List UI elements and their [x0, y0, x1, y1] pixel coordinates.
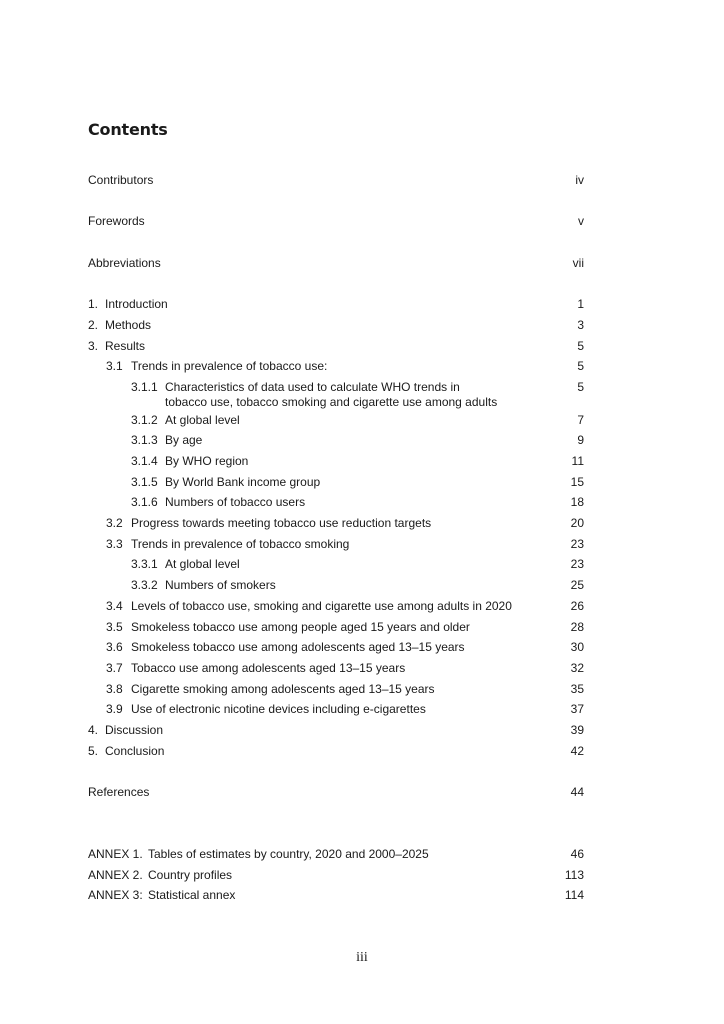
- toc-entry-number: 3.1.4: [131, 454, 158, 468]
- toc-entry-number: 5.: [88, 744, 99, 758]
- toc-entry-annex-3[interactable]: [88, 888, 584, 903]
- toc-entry-text: Tobacco use among adolescents aged 13–15 years: [131, 661, 406, 675]
- toc-entry-abbreviations[interactable]: [88, 256, 584, 271]
- toc-entry-page: 46: [570, 847, 584, 861]
- toc-entry-text: Smokeless tobacco use among adolescents aged 13–15 years: [131, 640, 465, 654]
- toc-entry-3-1-3[interactable]: [131, 433, 584, 448]
- toc-entry-page: 42: [570, 744, 584, 758]
- toc-entry-page: 18: [570, 495, 584, 509]
- toc-entry-page: 23: [570, 557, 584, 571]
- toc-entry-text: By World Bank income group: [165, 475, 321, 489]
- toc-entry-page: 37: [570, 702, 584, 716]
- toc-entry-3-1[interactable]: [106, 359, 584, 374]
- toc-entry-page: 26: [570, 599, 584, 613]
- toc-entry-number: ANNEX 3:: [88, 888, 143, 902]
- toc-entry-page: 39: [570, 723, 584, 737]
- toc-entry-methods[interactable]: [88, 318, 584, 333]
- toc-entry-number: 3.3.2: [131, 578, 158, 592]
- toc-entry-number: 3.1.2: [131, 413, 158, 427]
- toc-entry-page: 35: [570, 682, 584, 696]
- toc-entry-number: 3.7: [106, 661, 123, 675]
- toc-entry-introduction[interactable]: [88, 297, 584, 312]
- toc-entry-number: 1.: [88, 297, 99, 311]
- toc-entry-annex-2[interactable]: [88, 868, 584, 883]
- toc-entry-number: 3.5: [106, 620, 123, 634]
- toc-entry-number: 3.9: [106, 702, 123, 716]
- toc-entry-number: 4.: [88, 723, 99, 737]
- toc-entry-page: 113: [564, 868, 584, 882]
- toc-entry-page: 9: [577, 433, 584, 447]
- toc-entry-text: Introduction: [105, 297, 168, 311]
- toc-entry-text: Results: [105, 339, 146, 353]
- toc-entry-text: By age: [165, 433, 203, 447]
- toc-entry-number: ANNEX 1.: [88, 847, 143, 861]
- toc-entry-3-3[interactable]: [106, 537, 584, 552]
- toc-entry-page: 32: [570, 661, 584, 675]
- toc-entry-page: 44: [570, 785, 584, 799]
- toc-entry-text: Trends in prevalence of tobacco smoking: [131, 537, 350, 551]
- toc-entry-text: Progress towards meeting tobacco use reduction targets: [131, 516, 432, 530]
- toc-entry-page: 3: [577, 318, 584, 332]
- toc-entry-text: Levels of tobacco use, smoking and cigarette use among adults in 2020: [131, 599, 512, 613]
- toc-entry-page: 5: [577, 380, 584, 394]
- toc-entry-number: 3.: [88, 339, 99, 353]
- toc-entry-number: 3.3.1: [131, 557, 158, 571]
- toc-entry-page: 1: [577, 297, 584, 311]
- toc-entry-text: Numbers of smokers: [165, 578, 276, 592]
- toc-entry-text: Country profiles: [148, 868, 233, 882]
- toc-entry-number: 3.6: [106, 640, 123, 654]
- toc-entry-contributors[interactable]: [88, 173, 584, 188]
- toc-entry-page: 20: [570, 516, 584, 530]
- toc-entry-page: vii: [572, 256, 584, 270]
- toc-entry-3-9[interactable]: [106, 702, 584, 717]
- toc-entry-text: Cigarette smoking among adolescents aged 13–15 years: [131, 682, 435, 696]
- toc-entry-number: 3.1.1: [131, 380, 158, 394]
- toc-entry-page: 25: [570, 578, 584, 592]
- toc-entry-number: 3.1.6: [131, 495, 158, 509]
- toc-entry-references[interactable]: [88, 785, 584, 800]
- toc-entry-number: 3.1: [106, 359, 123, 373]
- toc-entry-text: Numbers of tobacco users: [165, 495, 306, 509]
- toc-entry-forewords[interactable]: [88, 214, 584, 229]
- toc-entry-text: Forewords: [88, 214, 145, 228]
- toc-entry-text: Trends in prevalence of tobacco use:: [131, 359, 328, 373]
- toc-entry-3-1-4[interactable]: [131, 454, 584, 469]
- toc-entry-page: 5: [577, 359, 584, 373]
- toc-entry-number: 3.2: [106, 516, 123, 530]
- toc-entry-3-1-1[interactable]: [131, 380, 584, 410]
- toc-entry-number: 3.8: [106, 682, 123, 696]
- toc-entry-3-3-2[interactable]: [131, 578, 584, 593]
- toc-entry-conclusion[interactable]: [88, 744, 584, 759]
- toc-entry-3-3-1[interactable]: [131, 557, 584, 572]
- toc-entry-3-7[interactable]: [106, 661, 584, 676]
- toc-entry-page: 11: [571, 454, 584, 468]
- toc-entry-number: 3.3: [106, 537, 123, 551]
- toc-entry-number: 3.1.5: [131, 475, 158, 489]
- toc-entry-page: 23: [570, 537, 584, 551]
- toc-entry-text: By WHO region: [165, 454, 249, 468]
- toc-entry-3-4[interactable]: [106, 599, 584, 614]
- toc-entry-number: ANNEX 2.: [88, 868, 143, 882]
- toc-entry-text: Contributors: [88, 173, 154, 187]
- toc-entry-text: Smokeless tobacco use among people aged 15 years and older: [131, 620, 470, 634]
- page-title: Contents: [88, 120, 168, 139]
- toc-entry-text: Characteristics of data used to calculate WHO trends in tobacco use, tobacco smoking and cigarette use among adults: [165, 380, 498, 409]
- toc-entry-page: 15: [570, 475, 584, 489]
- toc-entry-text: Conclusion: [105, 744, 165, 758]
- toc-entry-discussion[interactable]: [88, 723, 584, 738]
- toc-entry-number: 3.1.3: [131, 433, 158, 447]
- toc-entry-text: Discussion: [105, 723, 164, 737]
- toc-entry-page: iv: [575, 173, 584, 187]
- toc-entry-text: Tables of estimates by country, 2020 and 2000–2025: [148, 847, 429, 861]
- toc-entry-page: 5: [577, 339, 584, 353]
- toc-entry-3-1-5[interactable]: [131, 475, 584, 490]
- toc-entry-number: 3.4: [106, 599, 123, 613]
- toc-entry-text: At global level: [165, 557, 240, 571]
- toc-entry-text: Use of electronic nicotine devices including e-cigarettes: [131, 702, 426, 716]
- page-number: iii: [356, 950, 368, 965]
- toc-entry-3-1-2[interactable]: [131, 413, 584, 428]
- toc-entry-3-8[interactable]: [106, 682, 584, 697]
- toc-entry-3-5[interactable]: [106, 620, 584, 635]
- toc-entry-annex-1[interactable]: [88, 847, 584, 862]
- toc-entry-results[interactable]: [88, 339, 584, 354]
- toc-entry-text: Statistical annex: [148, 888, 236, 902]
- toc-entry-text: Abbreviations: [88, 256, 161, 270]
- toc-entry-page: 30: [570, 640, 584, 654]
- toc-entry-page: 114: [564, 888, 584, 902]
- toc-entry-3-2[interactable]: [106, 516, 584, 531]
- toc-entry-text: Methods: [105, 318, 152, 332]
- toc-entry-page: v: [578, 214, 584, 228]
- toc-entry-text: At global level: [165, 413, 240, 427]
- toc-entry-page: 7: [577, 413, 584, 427]
- toc-entry-3-1-6[interactable]: [131, 495, 584, 510]
- toc-entry-number: 2.: [88, 318, 99, 332]
- toc-entry-3-6[interactable]: [106, 640, 584, 655]
- toc-entry-page: 28: [570, 620, 584, 634]
- toc-entry-text: References: [88, 785, 150, 799]
